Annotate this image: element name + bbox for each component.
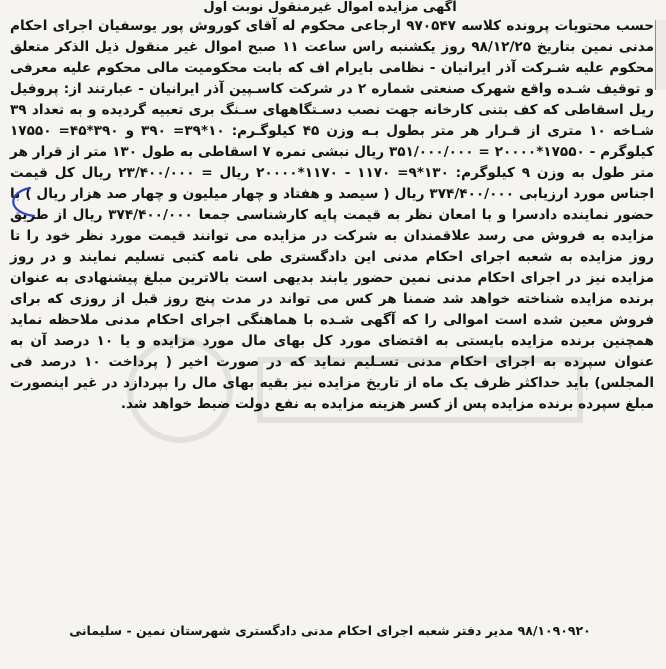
notice-footer: ۹۸/۱۰۹۰۹۲۰ مدیر دفتر شعبه اجرای احکام مدنی دادگستری شهرستان نمین - سلیمانی (69, 623, 591, 638)
notice-body (10, 16, 654, 415)
margin-pen-mark-icon (0, 182, 40, 222)
notice-title: آگهی مزایده اموال غیرمنقول نوبت اول (203, 0, 457, 15)
notice-body-paragraph: حسب محتویات پرونده کلاسه ۹۷۰۵۴۷ ارجاعی محکوم له آقای کوروش پور یوسفیان اجرای احکام مدنی نمین بتاریخ ۹۸/۱۲/۲۵ روز یکشنبه راس ساعت ۱۱ صبح اموال غیر منقول ذیل الذکر متعلق محکوم علیه شـرکت آذر ایرانیان - نظامی بایرام اف که بابت محکومیت مالی محکوم علیه معرفی و توقیف شـده واقع شهرک صنعتی شماره ۲ در شرکت کاسـپین آذر ایرانیان - عبارتند از: پروفیل ریل اسقاطی که کف بتنی کارخانه جهت نصب دسـتگاههای سـنگ بری تعبیه گردیده و به تعداد ۳۹ شـاخه ۱۰ متری از قـرار هر متر بطول بـه وزن ۴۵ کیلوگـرم: ۱۰*۳۹= ۳۹۰ و ۳۹۰*۴۵= ۱۷۵۵۰ کیلوگرم - ۱۷۵۵۰*۲۰۰۰۰ = ۳۵۱/۰۰۰/۰۰۰ ریال نبشی نمره ۷ اسقاطی به طول ۱۳۰ متر از قرار هر متر طول به وزن ۹ کیلوگرم: ۱۳۰*۹= ۱۱۷۰ - ۱۱۷۰*۲۰۰۰۰ ریال = ۲۳/۴۰۰/۰۰۰ ریال کل قیمت اجناس مورد ارزیابی ۳۷۴/۴۰۰/۰۰۰ ریال ( سیصد و هفتاد و چهار میلیون و چهار صد هزار ریال ) با حضور نماینده دادسرا و با امعان نظر به قیمت پایه کارشناسی جمعا ۳۷۴/۴۰۰/۰۰۰ ریال از طریق مزایده به فروش می رسد علاقمندان به شرکت در مزایده می توانند قیمت مورد نظر خود را تا روز مزایده به شعبه اجرای احکام مدنی این دادگستری طی نامه کتبی تسلیم نمایند و در روز مزایده نیز در اجرای احکام مدنی نمین حضور یابند بدیهی است بالاترین مبلغ پیشنهادی به عنوان برنده مزایده شناخته خواهد شد ضمنا هر کس می تواند در مدت پنج روز قبل از روزی که برای فروش معین شده است اموالی را که آگهی شـده با هماهنگی اجرای احکام مدنی ملاحظه نماید همچنین برنده مزایده بایستی به اقتضای مورد کل بهای مال مورد مزایده و یا ۱۰ درصد آن به عنوان سپرده به اجرای احکام مدنی تسـلیم نماید که در صورت اخیر ( پرداخت ۱۰ درصد فی المجلس) باید حداکثر ظرف یک ماه از تاریخ مزایده نیز بقیه بهای مال را بپردازد در غیر اینصورت مبلغ سپرده برنده مزایده پس از کسر هزینه مزایده به نفع دولت ضبط خواهد شد. (10, 18, 655, 412)
adjacent-clipping-edge (655, 20, 666, 90)
